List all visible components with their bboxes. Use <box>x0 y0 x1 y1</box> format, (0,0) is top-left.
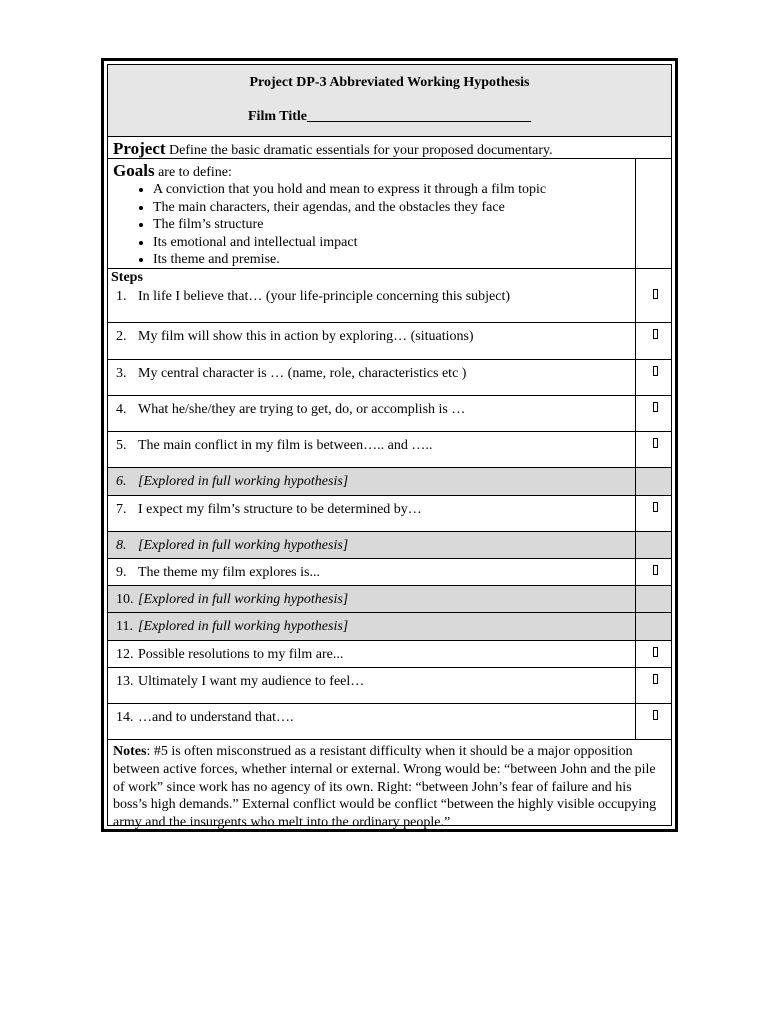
goals-list <box>113 181 666 269</box>
check-column-cell <box>635 704 671 739</box>
step-number: 11. <box>116 619 133 634</box>
check-column-cell <box>635 468 671 495</box>
step-text: Possible resolutions to my film are... <box>138 647 344 662</box>
check-column-cell <box>635 323 671 359</box>
goal-item: • A conviction that you hold and mean to express it through a film topic <box>153 181 666 199</box>
check-column-cell <box>635 159 671 268</box>
goals-row <box>108 159 671 269</box>
checkbox-icon[interactable] <box>653 710 658 720</box>
document-title: Project DP-3 Abbreviated Working Hypothesis <box>249 75 530 90</box>
steps-label: Steps <box>111 270 143 285</box>
check-column-cell <box>635 432 671 467</box>
check-column-cell <box>635 613 671 640</box>
step-row <box>108 323 671 360</box>
step-row <box>108 668 671 704</box>
project-text: Define the basic dramatic essentials for your proposed documentary. <box>165 143 553 158</box>
step-number: 14. <box>116 710 134 725</box>
step-text: Ultimately I want my audience to feel… <box>138 674 365 689</box>
checkbox-icon[interactable] <box>653 438 658 448</box>
check-column-cell <box>635 532 671 558</box>
project-label: Project <box>113 139 166 158</box>
step-number: 1. <box>116 289 127 304</box>
step-row <box>108 269 671 323</box>
check-column-cell <box>635 269 671 322</box>
checkbox-icon[interactable] <box>653 329 658 339</box>
step-row <box>108 360 671 396</box>
goals-label: Goals <box>113 161 155 180</box>
step-text: The theme my film explores is... <box>138 565 320 580</box>
step-text: [Explored in full working hypothesis] <box>138 474 349 489</box>
step-row <box>108 704 671 740</box>
step-row <box>108 396 671 432</box>
step-number: 2. <box>116 329 127 344</box>
checkbox-icon[interactable] <box>653 502 658 512</box>
notes-text: : #5 is often misconstrued as a resistant difficulty when it should be a major opposition between active forces, whether internal or external. Wrong would be: “between John and the pile of work” since work has no agency of its own. Right: “between John’s fear of failure and his boss’s high demands.” External conflict would be conflict “between the highly visible occupying army and the insurgents who melt into the ordinary people.” <box>113 744 657 831</box>
step-number: 3. <box>116 366 127 381</box>
step-text: What he/she/they are trying to get, do, or accomplish is … <box>138 402 466 417</box>
step-text: [Explored in full working hypothesis] <box>138 619 349 634</box>
step-text: My film will show this in action by exploring… (situations) <box>138 329 474 344</box>
step-row-placeholder <box>108 613 671 641</box>
goal-item: • Its emotional and intellectual impact <box>153 234 666 252</box>
check-column-cell <box>635 586 671 612</box>
step-text: [Explored in full working hypothesis] <box>138 592 349 607</box>
step-text: [Explored in full working hypothesis] <box>138 538 349 553</box>
step-row-placeholder <box>108 586 671 613</box>
notes-label: Notes <box>113 744 147 759</box>
step-text: My central character is … (name, role, characteristics etc ) <box>138 366 467 381</box>
notes-row <box>108 740 671 831</box>
checkbox-icon[interactable] <box>653 565 658 575</box>
check-column-cell <box>635 559 671 585</box>
worksheet-table <box>107 64 672 831</box>
step-number: 13. <box>116 674 134 689</box>
step-number: 12. <box>116 647 134 662</box>
step-row <box>108 496 671 532</box>
check-column-cell <box>635 641 671 667</box>
step-row-placeholder <box>108 468 671 496</box>
step-row <box>108 432 671 468</box>
project-row <box>108 137 671 159</box>
step-text: The main conflict in my film is between….. and ….. <box>138 438 433 453</box>
checkbox-icon[interactable] <box>653 674 658 684</box>
step-row <box>108 559 671 586</box>
check-column-cell <box>635 668 671 703</box>
goal-item: • The film’s structure <box>153 216 666 234</box>
step-number: 6. <box>116 474 127 489</box>
header-row <box>108 65 671 137</box>
step-number: 5. <box>116 438 127 453</box>
goal-item: • The main characters, their agendas, and the obstacles they face <box>153 199 666 217</box>
goals-intro: are to define: <box>154 165 232 180</box>
goal-item: • Its theme and premise. <box>153 251 666 269</box>
step-row-placeholder <box>108 532 671 559</box>
check-column-cell <box>635 360 671 395</box>
step-number: 4. <box>116 402 127 417</box>
step-number: 9. <box>116 565 127 580</box>
checkbox-icon[interactable] <box>653 366 658 376</box>
checkbox-icon[interactable] <box>653 647 658 657</box>
step-number: 7. <box>116 502 127 517</box>
step-number: 8. <box>116 538 127 553</box>
step-row <box>108 641 671 668</box>
check-column-cell <box>635 396 671 431</box>
step-number: 10. <box>116 592 134 607</box>
checkbox-icon[interactable] <box>653 289 658 299</box>
worksheet-frame <box>101 58 678 832</box>
step-text: I expect my film’s structure to be determined by… <box>138 502 422 517</box>
step-text: …and to understand that…. <box>138 710 294 725</box>
check-column-cell <box>635 496 671 531</box>
film-title-line: Film Title________________________________ <box>248 109 531 124</box>
checkbox-icon[interactable] <box>653 402 658 412</box>
step-text: In life I believe that… (your life-principle concerning this subject) <box>138 289 511 304</box>
